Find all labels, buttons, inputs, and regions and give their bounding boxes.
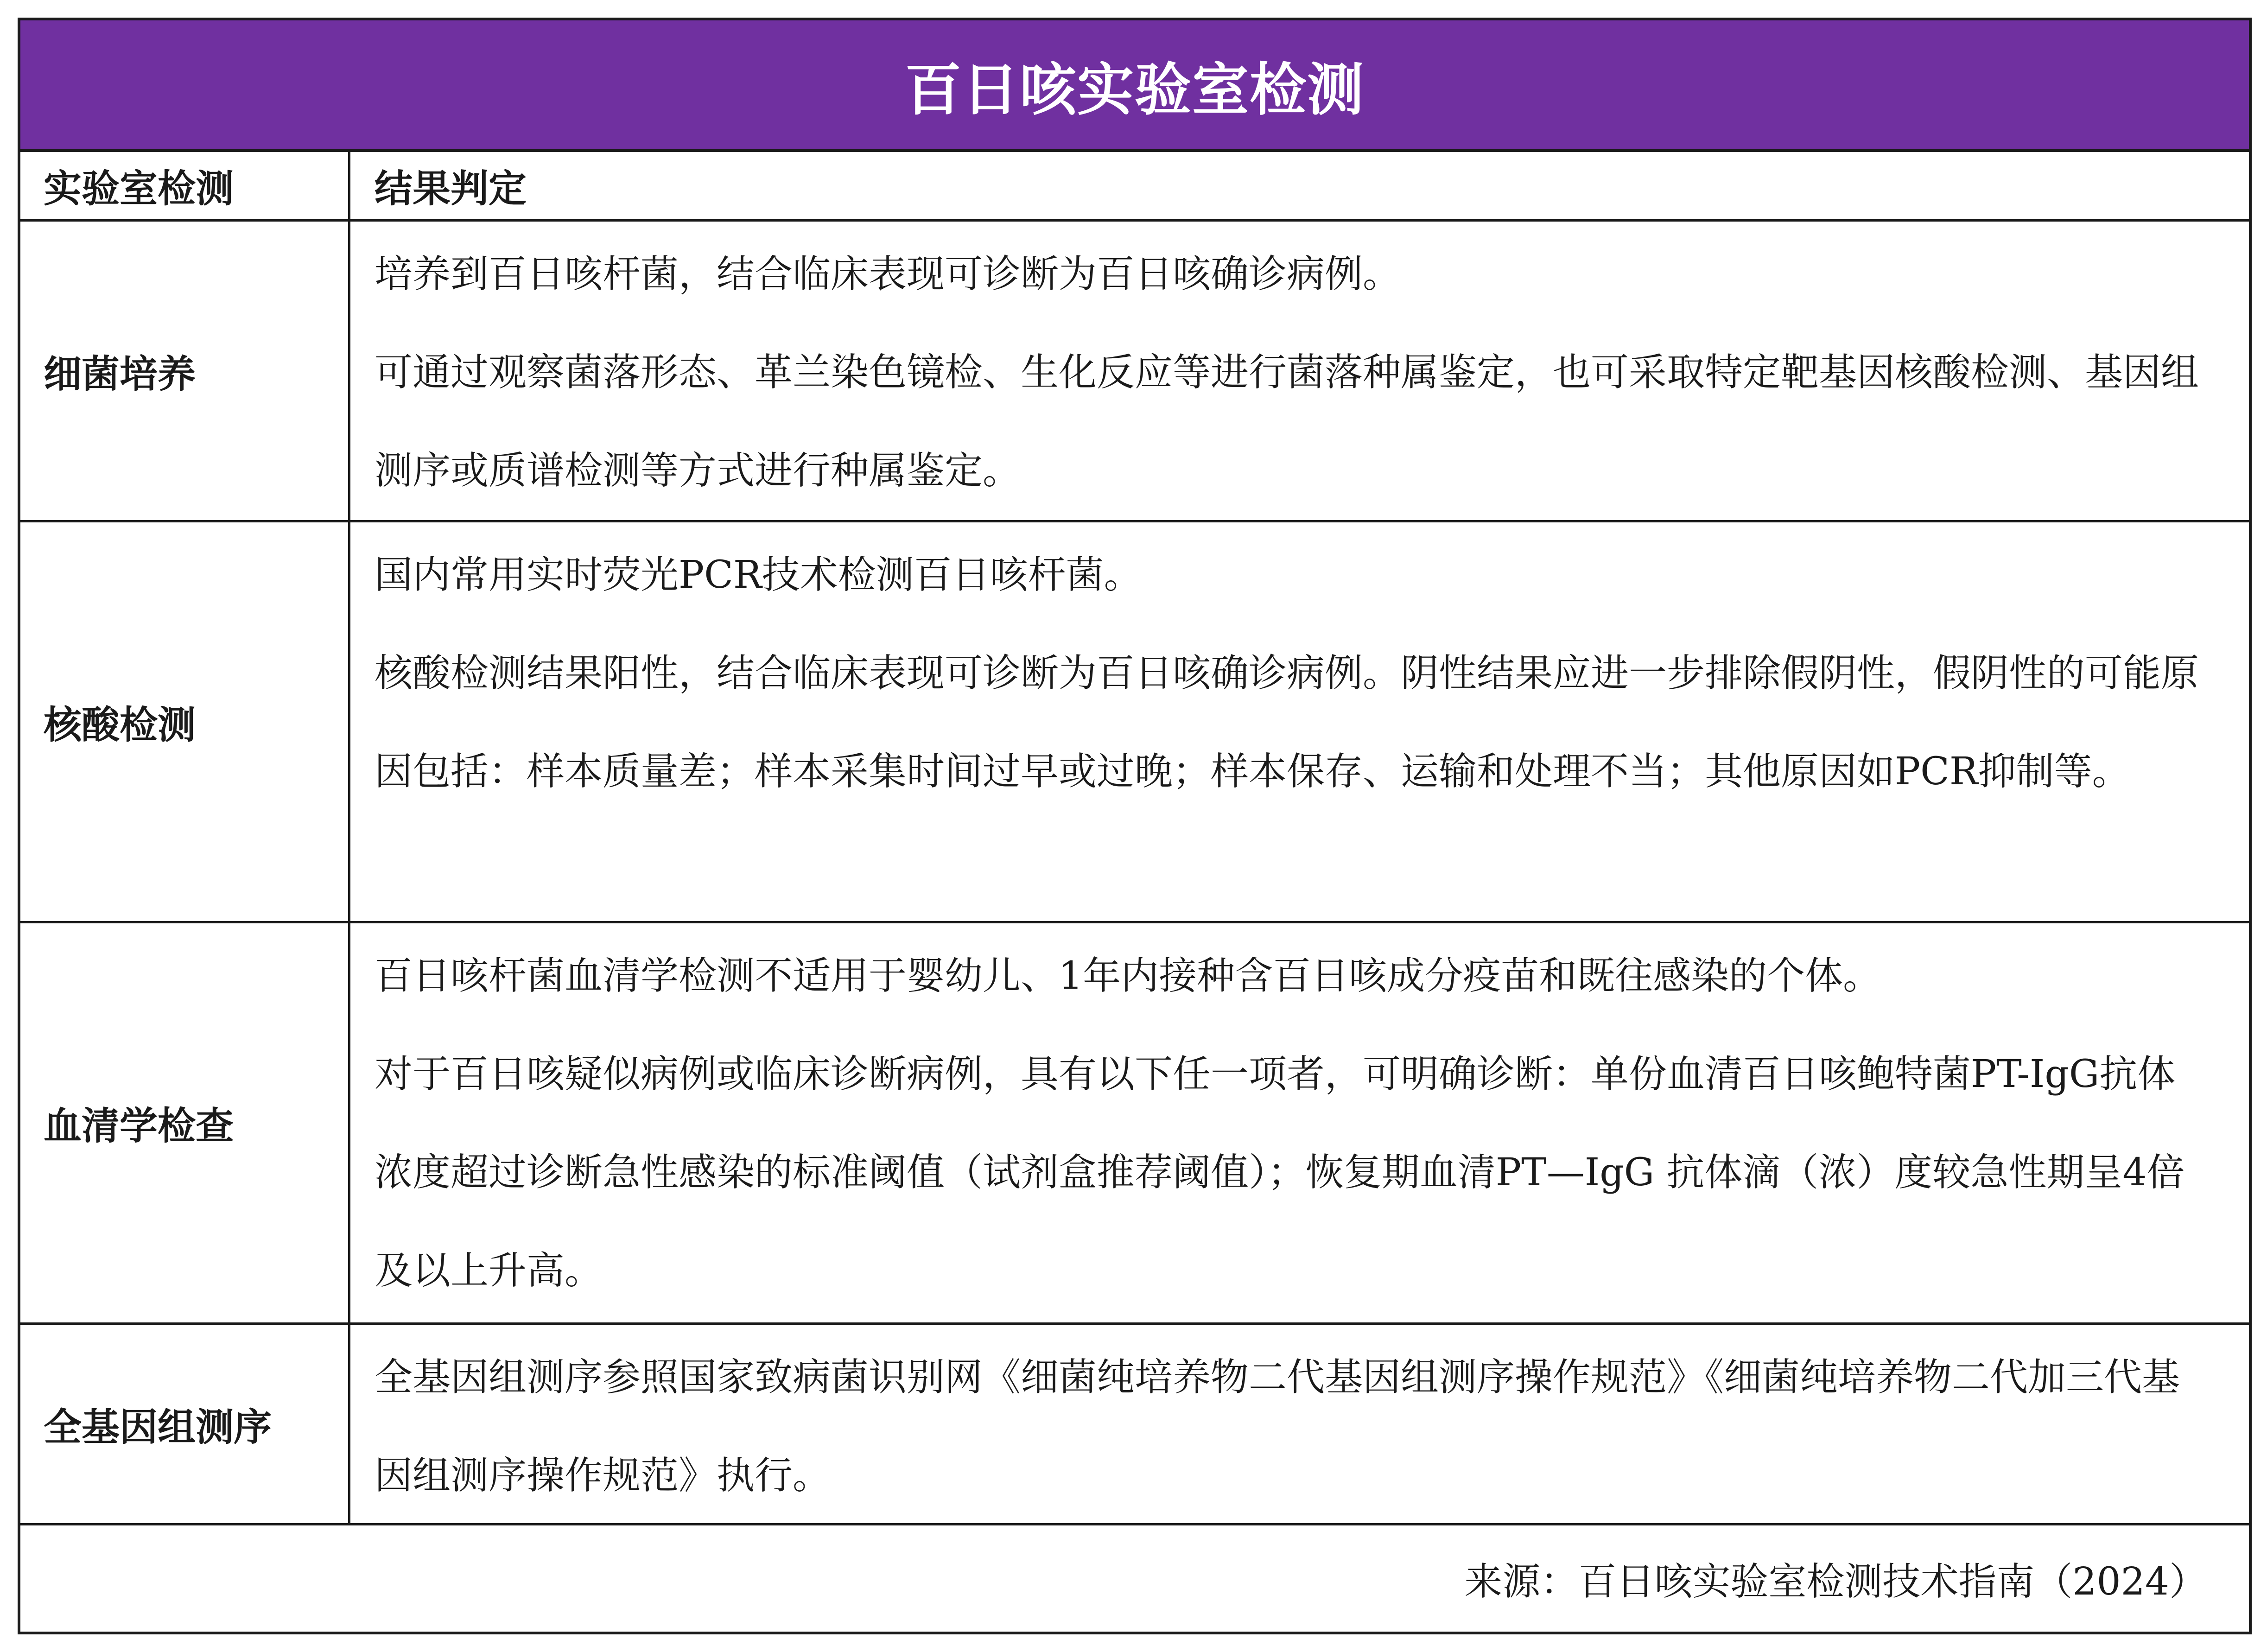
table-header-row <box>20 152 2249 222</box>
row-label: 全基因组测序 <box>20 1325 350 1523</box>
row-content <box>350 1325 2249 1523</box>
title-bar <box>20 20 2249 152</box>
row-paragraph: 可通过观察菌落形态、革兰染色镜检、生化反应等进行菌落种属鉴定，也可采取特定靶基因核酸检测、基因组测序或质谱检测等方式进行种属鉴定。 <box>375 350 2199 493</box>
source-note: 来源：百日咳实验室检测技术指南（2024） <box>1464 1560 2207 1604</box>
row-paragraph: 培养到百日咳杆菌，结合临床表现可诊断为百日咳确诊病例。 <box>375 252 1401 296</box>
table-row-bacterial-culture <box>20 222 2249 522</box>
table-row-serology <box>20 923 2249 1325</box>
row-paragraph: 全基因组测序参照国家致病菌识别网《细菌纯培养物二代基因组测序操作规范》《细菌纯培养物二代加三代基因组测序操作规范》执行。 <box>375 1355 2180 1498</box>
row-paragraph: 百日咳杆菌血清学检测不适用于婴幼儿、1年内接种含百日咳成分疫苗和既往感染的个体。 <box>375 954 1881 998</box>
row-label: 细菌培养 <box>20 222 350 520</box>
row-paragraph: 国内常用实时荧光PCR技术检测百日咳杆菌。 <box>375 553 1142 597</box>
row-label: 核酸检测 <box>20 522 350 921</box>
page-title: 百日咳实验室检测 <box>905 57 1365 123</box>
row-paragraph: 对于百日咳疑似病例或临床诊断病例，具有以下任一项者，可明确诊断：单份血清百日咳鲍特菌PT-IgG抗体浓度超过诊断急性感染的标准阈值（试剂盒推荐阈值）；恢复期血清PT—IgG 抗体滴（浓）度较急性期呈4倍及以上升高。 <box>375 1052 2185 1293</box>
row-content <box>350 222 2249 520</box>
row-content <box>350 522 2249 921</box>
header-lab-test: 实验室检测 <box>20 152 350 219</box>
header-result: 结果判定 <box>375 167 527 211</box>
row-label: 血清学检查 <box>20 923 350 1322</box>
lab-testing-table <box>18 18 2252 1634</box>
row-paragraph: 核酸检测结果阳性，结合临床表现可诊断为百日咳确诊病例。阴性结果应进一步排除假阴性，假阴性的可能原因包括：样本质量差；样本采集时间过早或过晚；样本保存、运输和处理不当；其他原因如PCR抑制等。 <box>375 651 2199 794</box>
table-row-whole-genome <box>20 1325 2249 1525</box>
row-content <box>350 923 2249 1322</box>
table-row-nucleic-acid <box>20 522 2249 923</box>
